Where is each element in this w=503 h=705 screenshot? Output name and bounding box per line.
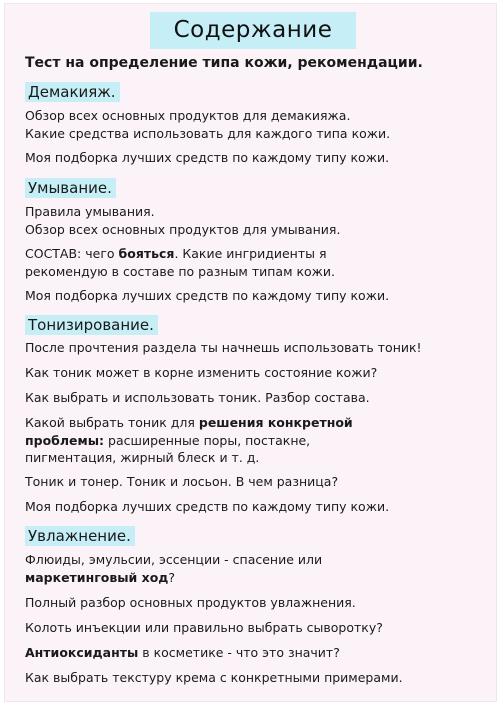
document-page [4,3,497,702]
paragraph-line [25,569,322,587]
section-heading-uvlazhnenie: Увлажнение. [25,526,135,546]
text-span: . Какие ингридиенты я [174,246,327,261]
bold-text: проблемы: [25,432,105,448]
paragraph-line: Правила умывания. [25,204,155,219]
paragraph-line: Какие средства использовать для каждого типа кожи. [25,125,391,141]
paragraph-line: пигментация, жирный блеск и т. д. [25,450,260,465]
paragraph: Моя подборка лучших средств по каждому типу кожи. [25,288,390,303]
paragraph: Полный разбор основных продуктов увлажнения. [25,595,356,610]
paragraph-line [25,245,335,263]
paragraph [25,245,335,280]
text-span: ? [168,569,176,585]
text-span: в косметике - что это значит? [138,645,340,660]
document-subtitle: Тест на определение типа кожи, рекомендации. [25,55,423,71]
paragraph: После прочтения раздела ты начнешь использовать тоник! [25,340,422,355]
page-title: Содержание [150,12,356,49]
paragraph: Как выбрать текстуру крема с конкретными примерами. [25,670,403,685]
section-heading-demakiyazh: Демакияж. [25,82,120,102]
bold-text: маркетинговый ход [25,569,169,585]
paragraph-line: Флюиды, эмульсии, эссенции - спасение или [25,552,323,567]
section-heading-tonizirovanie: Тонизирование. [25,315,158,335]
paragraph-line [25,432,353,450]
paragraph: Как тоник может в корне изменить состояние кожи? [25,365,378,380]
text-span: расширенные поры, постакне, [104,432,311,448]
paragraph: Моя подборка лучших средств по каждому типу кожи. [25,499,390,514]
text-span: Какой выбрать тоник для [25,415,199,430]
paragraph [25,107,390,142]
paragraph [25,414,353,467]
bold-text: решения конкретной [198,415,353,430]
paragraph-line [25,414,353,432]
paragraph: Колоть инъекции или правильно выбрать сыворотку? [25,620,383,635]
paragraph: Тоник и тонер. Тоник и лосьон. В чем разница? [25,474,339,489]
paragraph [25,551,322,586]
bold-text: Антиоксиданты [25,645,139,660]
bold-text: бояться [118,246,175,261]
text-span: СОСТАВ: чего [25,246,119,261]
paragraph-line: Обзор всех основных продуктов для умывания. [25,221,341,237]
section-heading-umyvanie: Умывание. [25,178,116,198]
paragraph [25,644,340,662]
paragraph [25,203,340,238]
paragraph-line: рекомендую в составе по разным типам кожи. [25,263,336,279]
paragraph-line: Обзор всех основных продуктов для демакияжа. [25,108,351,123]
paragraph: Как выбрать и использовать тоник. Разбор состава. [25,390,370,405]
paragraph: Моя подборка лучших средств по каждому типу кожи. [25,150,390,165]
